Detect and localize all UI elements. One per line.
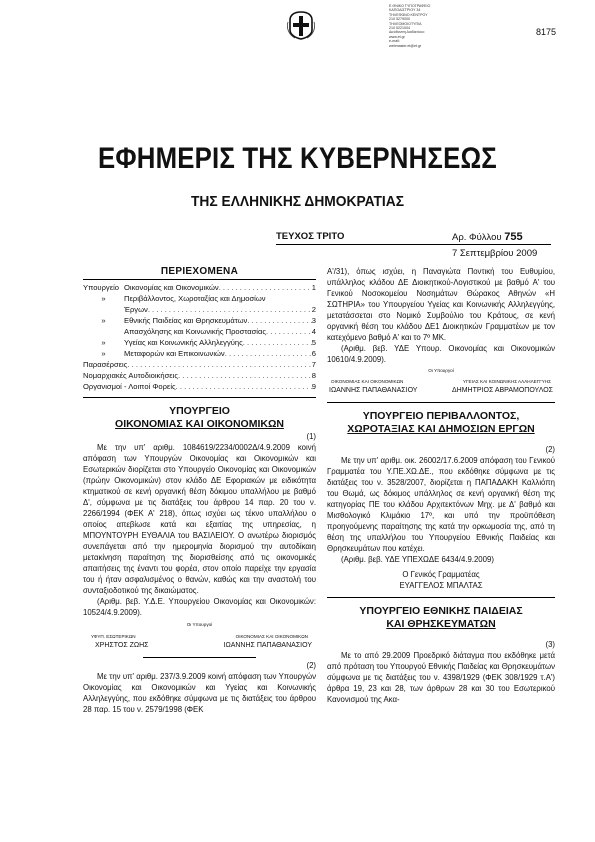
toc-text: Απασχόλησης και Κοινωνικής Προστασίας: [124, 327, 267, 336]
toc-text: Μεταφορών και Επικοινωνιών: [124, 349, 225, 358]
signatory-name: ΕΥΑΓΓΕΛΟΣ ΜΠΑΛΤΑΣ: [399, 581, 483, 590]
contents-row[interactable]: [83, 348, 316, 359]
decision-number: (3): [545, 640, 555, 649]
ministry-heading-line: ΥΠΟΥΡΓΕΙΟ ΕΘΝΙΚΗΣ ΠΑΙΔΕΙΑΣ: [359, 605, 523, 617]
issue-date: 7 Σεπτεμβρίου 2009: [452, 248, 538, 259]
contents-row[interactable]: [83, 282, 316, 293]
decision-text: Με την υπ' αριθμ. 1084619/2234/0002Δ/4.9.2009 κοινή απόφαση των Υπουργών Οικονομίας και Οικονομικών και Εσωτερικών διορίζεται στο Υπουργείο Οικονομίας και Οικονομικών (πρώην Οικονομικών) στον κλάδο ΔΕ Εφοριακών με ειδικότητα κτηματικού σε κενή οργανική θέση δόκιμου υπαλλήλου με βαθμό Δ', σύμφωνα με τις διατάξεις του άρθρου 14 παρ. 20 του ν. 2266/1994 (ΦΕΚ Α' 218), όπως ισχύει ως τέκνο υπαλλήλου ο οποίος απεβίωσε κατά και εξαιτίας της υπηρεσίας, η ΜΠΟΥΝΤΟΥΡΗ ΕΥΘΑΛΙΑ του ΒΑΣΙΛΕΙΟΥ. Ο ανωτέρω διορισμός συνεπάγεται από την ημερομηνία διορισμού την αυτοδίκαιη μετακίνηση παραίτηση της διορισθείσης από τις οικονομικές απαιτήσεις της έναντι του φορέα, στον οποίο παρείχε την εργασία του ή ήταν ασφαλισμένος ο θανών, καθώς και την αναστολή του συνταξιοδοτικού της δικαιώματος.: [83, 443, 316, 595]
ministry-heading-line: ΥΠΟΥΡΓΕΙΟ: [169, 405, 230, 417]
toc-page: 4: [311, 327, 316, 336]
publisher-line: ΤΗΛΕΦΩΝΟ ΚΕΝΤΡΟΥ: [389, 12, 428, 17]
toc-text: Υγείας και Κοινωνικής Αλληλεγγύης: [124, 338, 243, 347]
left-column: [83, 266, 316, 715]
contents-row[interactable]: [83, 326, 316, 337]
issue-number: [452, 231, 523, 243]
toc-prefix: Υπουργείο: [83, 283, 119, 292]
contents-row[interactable]: [83, 381, 316, 392]
toc-page: 3: [311, 316, 316, 325]
toc-page: 7: [311, 360, 316, 369]
decision-text: Με την υπ' αριθμ. 237/3.9.2009 κοινή απόφαση των Υπουργών Οικονομίας και Οικονομικών και Υγείας και Κοινωνικής Αλληλεγγύης, που εκδόθηκε σύμφωνα με τις διατάξεις του άρθρου 28 παρ. 15 του ν. 2579/1998 (ΦΕΚ: [83, 672, 316, 714]
contents-row[interactable]: [83, 304, 316, 315]
publisher-line: Διεύθυνση Διαδικτύου:: [389, 30, 425, 35]
publisher-line: e-mail:: [389, 39, 400, 44]
publisher-info: [389, 4, 479, 48]
signatory-role: ΟΙΚΟΝΟΜΙΑΣ ΚΑΙ ΟΙΚΟΝΟΜΙΚΩΝ: [235, 634, 308, 639]
signatory-name: ΙΩΑΝΝΗΣ ΠΑΠΑΘΑΝΑΣΙΟΥ: [223, 642, 312, 649]
toc-text: Νομαρχιακές Αυτοδιοικήσεις: [83, 371, 178, 380]
signatory-name: ΙΩΑΝΝΗΣ ΠΑΠΑΘΑΝΑΣΙΟΥ: [329, 387, 418, 394]
contents-row[interactable]: [83, 359, 316, 370]
toc-text: Παρασέρσεις: [83, 360, 128, 369]
publisher-line: 210 5279000: [389, 17, 410, 22]
publisher-line: ΚΑΠΟΔΙΣΤΡΙΟΥ 34: [389, 8, 421, 13]
issue-number-value: 755: [504, 231, 523, 243]
toc-page: 6: [311, 349, 316, 358]
toc-text: Οικονομίας και Οικονομικών: [124, 283, 219, 292]
toc-prefix: »: [101, 294, 106, 303]
signatory-names: [327, 385, 555, 396]
coat-of-arms-icon: [286, 10, 316, 40]
toc-page: 9: [311, 382, 316, 391]
contents-row[interactable]: [83, 370, 316, 381]
publisher-line: Ε ΘΝΙΚΟ ΤΥΠΟΓΡΑΦΕΙΟ: [389, 4, 431, 8]
ministry-heading: [327, 410, 555, 436]
right-column: [327, 266, 555, 705]
ministry-heading-line: ΟΙΚΟΝΟΜΙΑΣ ΚΑΙ ΟΙΚΟΝΟΜΙΚΩΝ: [115, 418, 284, 430]
ministry-heading-line: ΥΠΟΥΡΓΕΙΟ ΠΕΡΙΒΑΛΛΟΝΤΟΣ,: [362, 410, 520, 422]
gazette-title: ΕΦΗΜΕΡΙΣ ΤΗΣ ΚΥΒΕΡΝΗΣΕΩΣ: [98, 142, 497, 175]
publisher-line: 210 5221004: [389, 26, 410, 31]
contents-row[interactable]: [83, 315, 316, 326]
toc-text: Έργων: [124, 305, 148, 314]
contents-row[interactable]: [83, 293, 316, 304]
section-divider: [327, 597, 555, 598]
section-divider: [327, 402, 555, 403]
publisher-line: www.et.gr: [389, 34, 405, 39]
toc-text: Εθνικής Παιδείας και Θρησκευμάτων: [124, 316, 248, 325]
toc-text: Οργανισμοί - Λοιποί Φορείς: [83, 382, 176, 391]
decision-reference: (Αριθμ. βεβ. ΥΔΕ Υπουρ. Οικονομίας και Οικονομικών 10610/4.9.2009).: [327, 344, 555, 364]
signatory-role: ΟΙΚΟΝΟΜΙΑΣ ΚΑΙ ΟΙΚΟΝΟΜΙΚΩΝ: [331, 379, 404, 384]
signatory-role: ΥΦΥΠ. ΕΣΩΤΕΡΙΚΩΝ: [91, 634, 136, 639]
publisher-line: webmaster.et@et.gr: [389, 43, 422, 48]
gazette-subtitle: ΤΗΣ ΕΛΛΗΝΙΚΗΣ ΔΗΜΟΚΡΑΤΙΑΣ: [190, 193, 405, 210]
toc-text: Περιβάλλοντος, Χωροταξίας και Δημοσίων: [124, 294, 266, 303]
signatory-label: Ο Γενικός Γραμματέας: [402, 570, 480, 579]
decision-text: Α'/31), όπως ισχύει, η Παναγιώτα Ποντική του Ευθυμίου, υπάλληλος κλάδου ΔΕ Διοικητικού-Λογιστικού με βαθμό Α' του Γενικού Νοσοκομείου Νοσημάτων Θώρακος Αθηνών «Η ΣΩΤΗΡΙΑ» του Υπουργείου Υγείας και Κοινωνικής Αλληλεγγύης, μετατάσσεται στο Νομικό Συμβούλιο του Κράτους, σε κενή οργανική θέση του κλάδου ΔΕ1 Διοικητικών Γραμματέων με τον κατεχόμενο βαθμό Α' και το 7º ΜΚ.: [327, 267, 555, 342]
signatory-role: ΥΓΕΙΑΣ ΚΑΙ ΚΟΙΝΩΝΙΚΗΣ ΑΛΛΗΛΕΓΓΥΗΣ: [462, 379, 551, 384]
contents-divider: [83, 279, 316, 280]
decision-number: (2): [545, 445, 555, 454]
signatory-name: ΔΗΜΗΤΡΙΟΣ ΑΒΡΑΜΟΠΟΥΛΟΣ: [452, 387, 553, 394]
signatories-label: Οι Υπουργοί: [428, 368, 454, 373]
signatory-name: ΧΡΗΣΤΟΣ ΖΩΗΣ: [95, 642, 149, 649]
toc-page: 8: [311, 371, 316, 380]
decision-text: Με την υπ' αριθμ. οικ. 26002/17.6.2009 απόφαση του Γενικού Γραμματέα του Υ.ΠΕ.ΧΩ.ΔΕ., που εκδόθηκε σύμφωνα με τις διατάξεις του ν. 3528/2007, διορίζεται η ΠΑΠΑΔΑΚΗ Καλλιόπη του Θωμά, ως δόκιμος υπάλληλος σε κενή οργανική θέση της κατηγορίας ΠΕ του κλάδου Αρχιτεκτόνων Μηχ. με Δ' βαθμό και Μισθολογικό Κλιμάκιο 17º, και υπό την προϋπόθεση προηγούμενης παραίτησης της κατά την ορκωμοσία της, από τη θέση της υπαλλήλου του Υπουργείου Εθνικής Παιδείας και Θρησκευμάτων που κατέχει.: [327, 456, 555, 553]
section-divider: [83, 397, 316, 398]
issue-label: Αρ. Φύλλου: [452, 232, 502, 243]
decision-number: (2): [306, 661, 316, 670]
decision-reference: (Αριθμ. βεβ. ΥΔΕ ΥΠΕΧΩΔΕ 6434/4.9.2009): [341, 555, 494, 564]
ministry-heading: [83, 405, 316, 431]
publisher-line: ΤΗΛΕΟΜΟΙΟΤΥΠΙΑ: [389, 21, 422, 26]
decision-reference: (Αριθμ. βεβ. Υ.Δ.Ε. Υπουργείου Οικονομίας και Οικονομικών: 10524/4.9.2009).: [83, 597, 316, 617]
toc-prefix: »: [101, 338, 106, 347]
decision-divider: [143, 657, 256, 658]
signatories-label: Οι Υπουργοί: [186, 622, 213, 627]
header-divider: [276, 244, 551, 245]
toc-prefix: »: [101, 349, 106, 358]
toc-prefix: »: [101, 316, 106, 325]
contents-row[interactable]: [83, 337, 316, 348]
toc-page: 2: [311, 305, 316, 314]
ministry-heading-line: ΧΩΡΟΤΑΞΙΑΣ ΚΑΙ ΔΗΜΟΣΙΩΝ ΕΡΓΩΝ: [347, 423, 535, 435]
ministry-heading-line: ΚΑΙ ΘΡΗΣΚΕΥΜΑΤΩΝ: [386, 618, 496, 630]
toc-page: 1: [311, 283, 316, 292]
toc-page: 5: [311, 338, 316, 347]
issue-series: ΤΕΥΧΟΣ ΤΡΙΤΟ: [276, 231, 345, 242]
ministry-heading: [327, 605, 555, 631]
signatory-names: [83, 640, 316, 651]
contents-heading: ΠΕΡΙΕΧΟΜΕΝΑ: [160, 266, 239, 277]
decision-text: Με το από 29.2009 Προεδρικό διάταγμα που εκδόθηκε μετά από πρόταση του Υπουργού Εθνικής Παιδείας και Θρησκευμάτων σύμφωνα με τις διατάξεις του ν. 4398/1929 (ΦΕΚ 308/1929 τ.Α') άρθρα 19, 23 και 28, των άρθρων 28 και 30 του Εσωτερικού Κανονισμού της Ακα-: [327, 651, 555, 704]
decision-number: (1): [306, 432, 316, 441]
page-number: 8175: [536, 27, 557, 37]
